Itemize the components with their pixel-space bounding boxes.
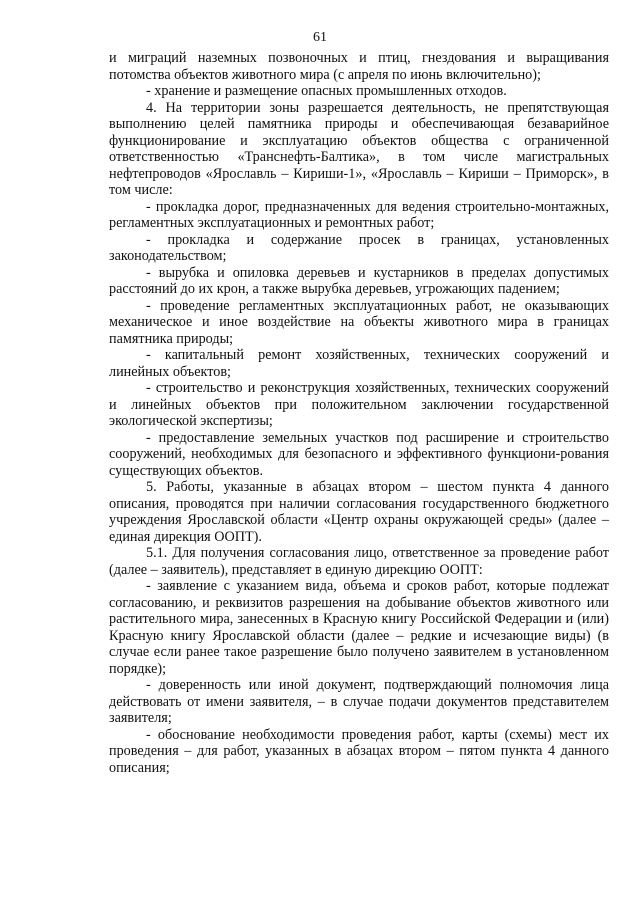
paragraph-continuation: и миграций наземных позвоночных и птиц, гнездования и выращивания потомства объектов животного мира (с апреля по июнь включительно); xyxy=(109,50,609,83)
clause-5-1: 5.1. Для получения согласования лицо, ответственное за проведение работ (далее – заявитель), представляет в единую дирекцию ООПТ: xyxy=(109,545,609,578)
page-number: 61 xyxy=(313,30,327,45)
clause-5: 5. Работы, указанные в абзацах втором – шестом пункта 4 данного описания, проводятся при наличии согласования государственного бюджетного учреждения Ярославской области «Центр охраны окружающей среды» (далее – единая дирекция ООПТ). xyxy=(109,479,609,545)
document-body xyxy=(109,50,609,776)
clause-4: 4. На территории зоны разрешается деятельность, не препятствующая выполнению целей памятника природы и обеспечивающая безаварийное функционирование и эксплуатацию объектов общества с ограниченной ответственностью «Транснефть-Балтика», в том числе магистральных нефтепроводов «Ярославль – Кириши-1», «Ярославль – Кириши – Приморск», в том числе: xyxy=(109,99,609,198)
list-item-justification: - обоснование необходимости проведения работ, карты (схемы) мест их проведения – для работ, указанных в абзацах втором – пятом пункта 4 данного описания; xyxy=(109,726,609,776)
list-item-clearings: - прокладка и содержание просек в границах, установленных законодательством; xyxy=(109,231,609,264)
list-item-capital-repair: - капитальный ремонт хозяйственных, технических сооружений и линейных объектов; xyxy=(109,347,609,380)
list-item-hazardous-waste: - хранение и размещение опасных промышленных отходов. xyxy=(146,83,507,99)
list-item-maintenance: - проведение регламентных эксплуатационных работ, не оказывающих механическое и иное воздействие на объекты животного мира в границах памятника природы; xyxy=(109,297,609,347)
list-item-power-of-attorney: - доверенность или иной документ, подтверждающий полномочия лица действовать от имени заявителя, – в случае подачи документов представителем заявителя; xyxy=(109,677,609,726)
list-item-roads: - прокладка дорог, предназначенных для ведения строительно-монтажных, регламентных эксплуатационных и ремонтных работ; xyxy=(109,198,609,231)
list-item-application: - заявление с указанием вида, объема и сроков работ, которые подлежат согласованию, и реквизитов разрешения на добывание объектов животного или растительного мира, занесенных в Красную книгу Российской Федерации и (или) Красную книгу Ярославской области (далее – редкие и исчезающие виды) (в случае если ранее такое разрешение было получено заявителем в установленном порядке); xyxy=(109,578,609,677)
list-item-land-plots: - предоставление земельных участков под расширение и строительство сооружений, необходимых для безопасного и эффективного функциони-рования существующих объектов. xyxy=(109,429,609,479)
list-item-tree-cutting: - вырубка и опиловка деревьев и кустарников в пределах допустимых расстояний до их крон, а также вырубка деревьев, угрожающих падением; xyxy=(109,264,609,297)
list-item-construction: - строительство и реконструкция хозяйственных, технических сооружений и линейных объектов при положительном заключении государственной экологической экспертизы; xyxy=(109,380,609,429)
